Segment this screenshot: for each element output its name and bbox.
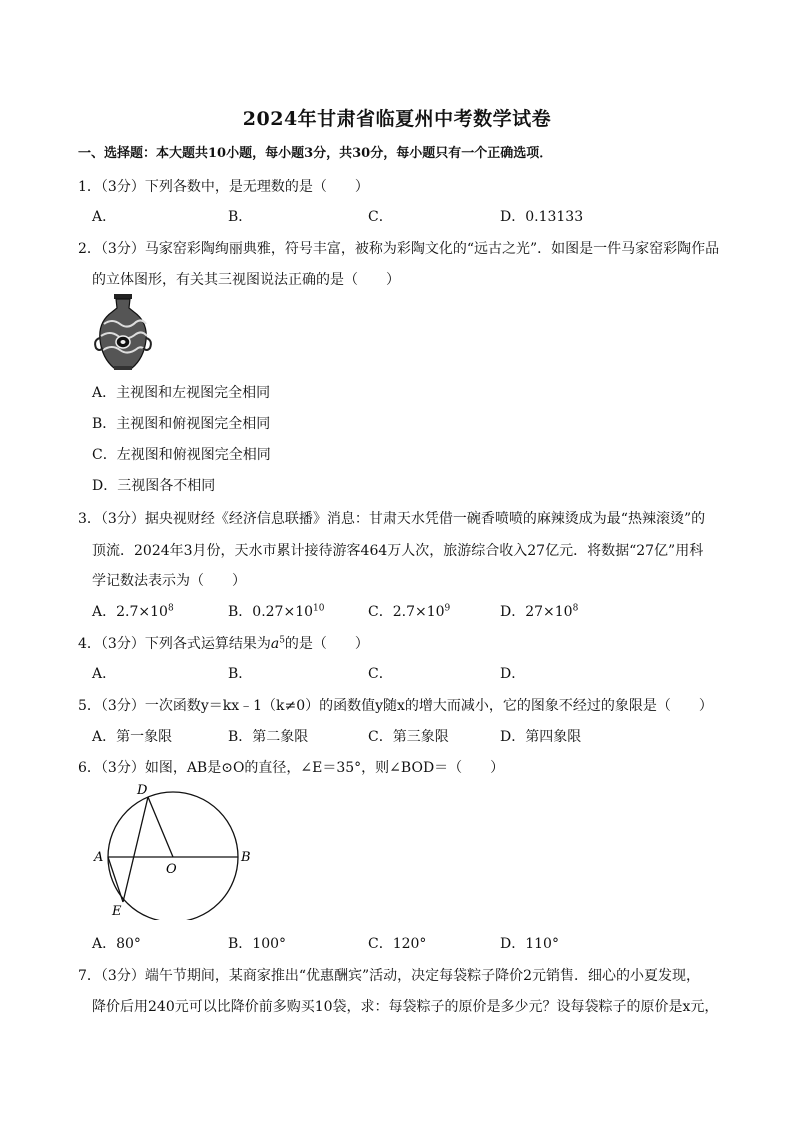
q3-option-c: C．$2.7\times 10^9$ [368, 603, 451, 620]
q4-option-c: C． [368, 666, 393, 682]
question-7-stem-line2: 降价后用240元可以比降价前多购买10袋，求：每袋粽子的原价是多少元？设每袋粽子的原价是x元， [92, 999, 719, 1015]
q2-option-d: D．三视图各不相同 [92, 478, 216, 494]
label-e: E [112, 904, 122, 919]
question-1-stem: 1．（3分）下列各数中，是无理数的是（ ） [78, 179, 369, 195]
q6-option-b: B．100° [228, 936, 287, 952]
question-5-stem: 5．（3分）一次函数y＝kx﹣1（k≠0）的函数值y随x的增大而减小，它的图象不经过的象限是（ ） [78, 698, 713, 714]
question-3-stem-line1: 3．（3分）据央视财经《经济信息联播》消息：甘肃天水凭借一碗香喷喷的麻辣烫成为最“热辣滚烫”的 [78, 511, 706, 527]
question-3-stem-line3: 学记数法表示为（ ） [92, 573, 246, 589]
q5-option-b: B．第二象限 [228, 729, 309, 745]
q5-option-d: D．第四象限 [500, 729, 582, 745]
question-2-stem-line2: 的立体图形，有关其三视图说法正确的是（ ） [92, 272, 400, 288]
label-b: B [241, 850, 251, 865]
q3-option-a: A．$2.7\times 10^8$ [92, 603, 174, 620]
q6-option-a: A．80° [92, 936, 141, 952]
q5-option-a: A．第一象限 [92, 729, 173, 745]
pottery-vase-image [92, 292, 154, 374]
q1-option-a: A． [92, 209, 117, 225]
segment-do [148, 797, 173, 857]
question-2-stem-line1: 2．（3分）马家窑彩陶绚丽典雅，符号丰富，被称为彩陶文化的“远古之光”．如图是一件马家窑彩陶作品 [78, 241, 720, 257]
q4-option-a: A． [92, 666, 117, 682]
q6-option-c: C．120° [368, 936, 427, 952]
q2-option-b: B．主视图和俯视图完全相同 [92, 416, 271, 432]
q1-option-b: B． [228, 209, 253, 225]
q4-option-d: D． [500, 666, 526, 682]
q2-option-c: C．左视图和俯视图完全相同 [92, 447, 271, 463]
page-title: 2024年甘肃省临夏州中考数学试卷 [242, 108, 552, 130]
circle-geometry-figure [90, 780, 260, 920]
q3-option-b: B．$0.27\times 10^{10}$ [228, 603, 325, 620]
q3-option-d: D．$27\times 10^8$ [500, 603, 579, 620]
q4-option-b: B． [228, 666, 253, 682]
q6-option-d: D．110° [500, 936, 559, 952]
question-7-stem-line1: 7．（3分）端午节期间，某商家推出“优惠酬宾”活动，决定每袋粽子降价2元销售．细心的小夏发现， [78, 968, 701, 984]
q5-option-c: C．第三象限 [368, 729, 449, 745]
question-4-stem: 4．（3分）下列各式运算结果为$a^5$的是（ ） [78, 635, 369, 652]
section-heading: 一、选择题：本大题共10小题，每小题3分，共30分，每小题只有一个正确选项． [78, 146, 553, 161]
question-6-stem: 6．（3分）如图，AB是⊙O的直径，∠E＝35°，则∠BOD＝（ ） [78, 760, 505, 776]
segment-ea [108, 857, 123, 902]
q1-option-c: C． [368, 209, 393, 225]
segment-de [123, 797, 148, 902]
q1-option-d: D．0.13133 [500, 209, 584, 225]
q2-option-a: A．主视图和左视图完全相同 [92, 385, 271, 401]
label-d: D [137, 783, 148, 798]
question-3-stem-line2: 顶流．2024年3月份，天水市累计接待游客464万人次，旅游综合收入27亿元．将数据“27亿”用科 [92, 543, 704, 559]
label-o: O [166, 862, 177, 877]
label-a: A [94, 850, 104, 865]
